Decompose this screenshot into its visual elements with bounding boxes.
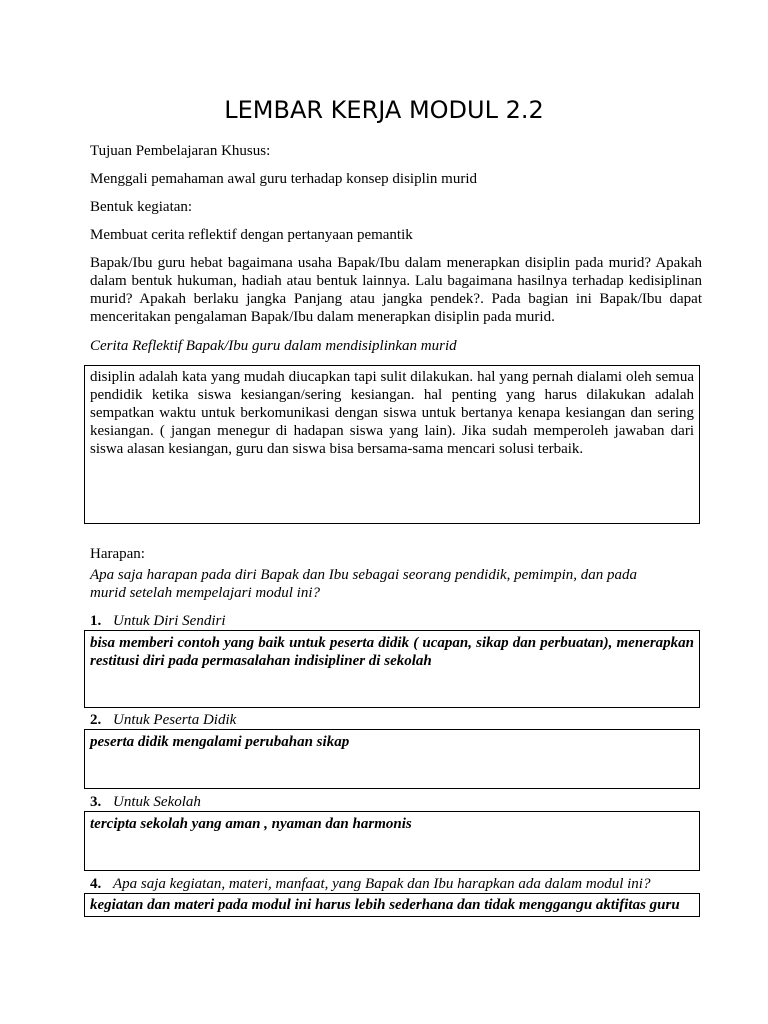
item-2-heading (90, 711, 236, 729)
item-2-answer-box[interactable] (84, 729, 700, 789)
item-4-heading (90, 875, 650, 893)
item-1-answer-box[interactable] (84, 630, 700, 708)
item-1-heading (90, 612, 226, 630)
bentuk-label: Bentuk kegiatan: (90, 199, 193, 215)
intro-paragraph: Bapak/Ibu guru hebat bagaimana usaha Bapak/Ibu dalam menerapkan disiplin pada murid? Apakah dalam bentuk hukuman, hadiah atau bentuk lainnya. Lalu bagaimana hasilnya terhadap kedisiplinan murid? Apakah berlaku jangka Panjang atau jangka pendek?. Pada bagian ini Bapak/Ibu dapat menceritakan pengalaman Bapak/Ibu dalam menerapkan disiplin pada murid. (90, 255, 702, 325)
harapan-label: Harapan: (90, 546, 145, 562)
cerita-answer-box[interactable] (84, 365, 700, 524)
page-title: LEMBAR KERJA MODUL 2.2 (224, 96, 544, 124)
cerita-heading: Cerita Reflektif Bapak/Ibu guru dalam mendisiplinkan murid (90, 338, 457, 354)
harapan-question-line1: Apa saja harapan pada diri Bapak dan Ibu sebagai seorang pendidik, pemimpin, dan pada (90, 567, 638, 583)
item-number: 1. (90, 613, 102, 629)
harapan-question-line2: murid setelah mempelajari modul ini? (90, 585, 320, 601)
item-1-answer-text: bisa memberi contoh yang baik untuk peserta didik ( ucapan, sikap dan perbuatan), menerapkan restitusi diri pada permasalahan indisipliner di sekolah (90, 635, 694, 669)
item-2-answer-text: peserta didik mengalami perubahan sikap (90, 734, 350, 750)
item-label: Untuk Diri Sendiri (113, 613, 226, 629)
item-label: Untuk Peserta Didik (113, 712, 237, 728)
tujuan-value: Menggali pemahaman awal guru terhadap konsep disiplin murid (90, 171, 477, 187)
item-3-answer-box[interactable] (84, 811, 700, 871)
item-3-answer-text: tercipta sekolah yang aman , nyaman dan harmonis (90, 816, 412, 832)
item-3-heading (90, 793, 201, 811)
item-4-answer-text: kegiatan dan materi pada modul ini harus lebih sederhana dan tidak menggangu aktifitas guru (90, 897, 680, 913)
cerita-answer-text: disiplin adalah kata yang mudah diucapkan tapi sulit dilakukan. hal yang pernah dialami oleh semua pendidik ketika siswa kesiangan/sering kesiangan. hal penting yang harus dilakukan adalah sempatkan waktu untuk berkomunikasi dengan siswa untuk bertanya kenapa kesiangan dan sering kesiangan. ( jangan menegur di hadapan siswa yang lain). Jika sudah memperoleh jawaban dari siswa alasan kesiangan, guru dan siswa bisa bersama-sama mencari solusi terbaik. (90, 369, 694, 457)
item-label: Untuk Sekolah (113, 794, 201, 810)
item-4-answer-box[interactable] (84, 893, 700, 917)
item-number: 3. (90, 794, 102, 810)
item-number: 2. (90, 712, 102, 728)
tujuan-label: Tujuan Pembelajaran Khusus: (90, 143, 271, 159)
bentuk-value: Membuat cerita reflektif dengan pertanyaan pemantik (90, 227, 413, 243)
item-label: Apa saja kegiatan, materi, manfaat, yang Bapak dan Ibu harapkan ada dalam modul ini? (113, 876, 651, 892)
item-number: 4. (90, 876, 102, 892)
